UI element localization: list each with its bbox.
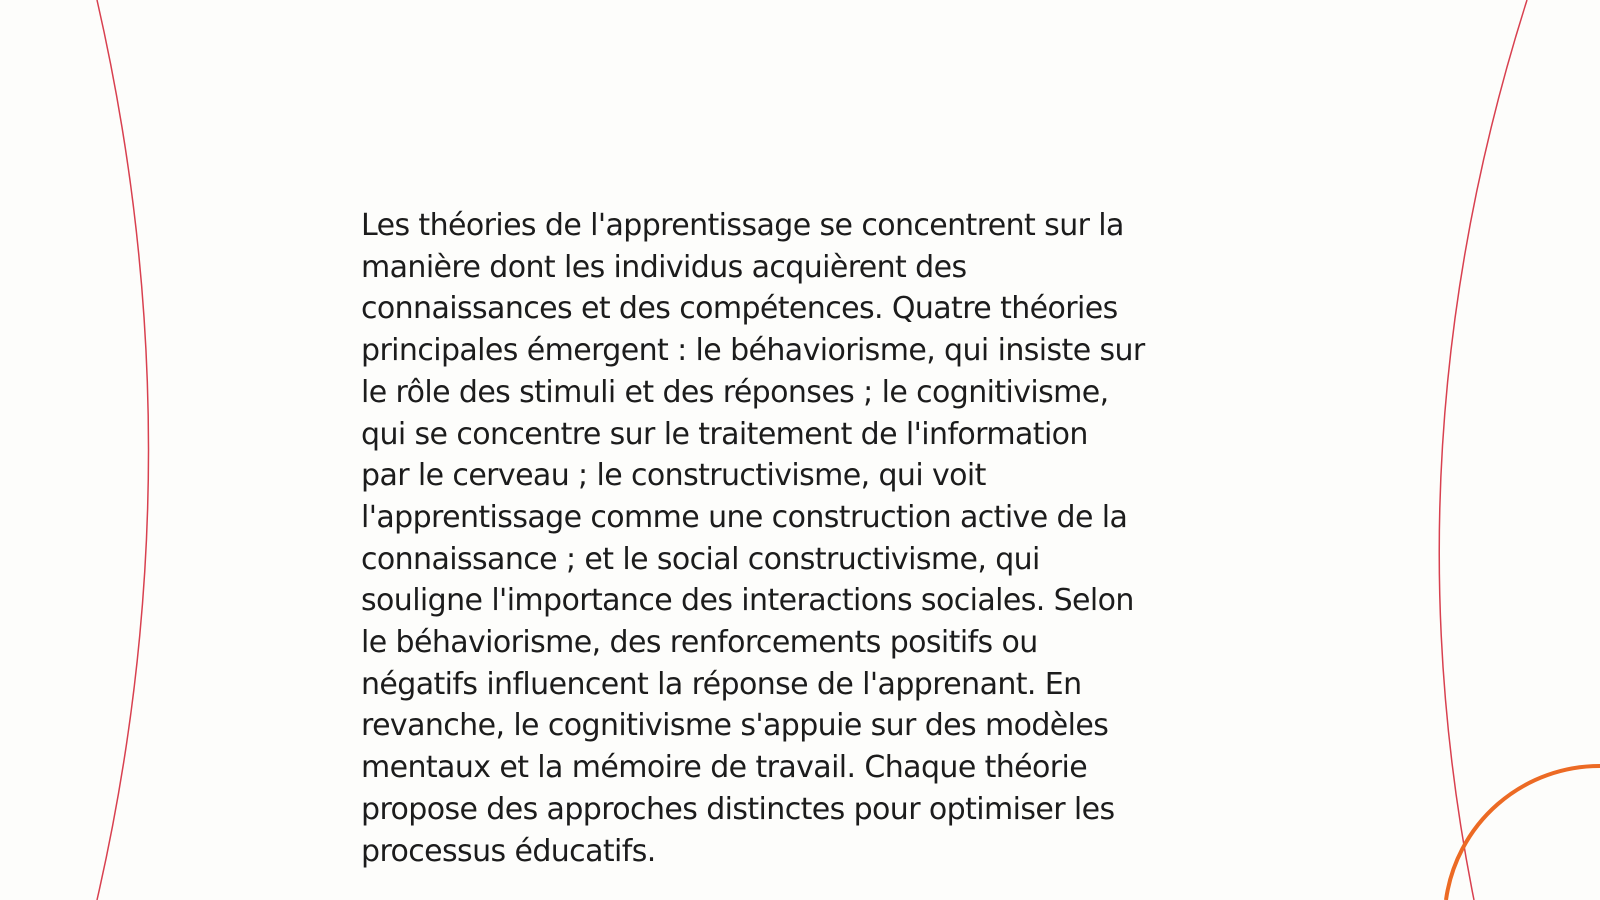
body-line: par le cerveau ; le constructivisme, qui voit [361, 458, 986, 494]
body-line: le rôle des stimuli et des réponses ; le cognitivisme, [361, 374, 1109, 410]
body-paragraph [361, 205, 1261, 872]
body-line: négatifs influencent la réponse de l'apprenant. En [361, 666, 1082, 702]
body-line: le béhaviorisme, des renforcements positifs ou [361, 625, 1038, 661]
body-line: processus éducatifs. [361, 833, 656, 869]
body-line: revanche, le cognitivisme s'appuie sur des modèles [361, 708, 1109, 744]
body-line: l'apprentissage comme une construction active de la [361, 499, 1128, 535]
left-arc [97, 0, 149, 900]
body-line: manière dont les individus acquièrent des [361, 249, 967, 285]
body-line: qui se concentre sur le traitement de l'information [361, 416, 1088, 452]
body-line: Les théories de l'apprentissage se concentrent sur la [361, 208, 1124, 243]
body-line: souligne l'importance des interactions sociales. Selon [361, 583, 1134, 619]
body-line: principales émergent : le béhaviorisme, qui insiste sur [361, 333, 1145, 369]
body-line: connaissance ; et le social constructivisme, qui [361, 541, 1040, 577]
body-line: mentaux et la mémoire de travail. Chaque théorie [361, 750, 1088, 786]
body-line: propose des approches distinctes pour optimiser les [361, 791, 1115, 827]
right-arc [1439, 0, 1527, 900]
body-line: connaissances et des compétences. Quatre théories [361, 291, 1118, 327]
orange-circle-arc [1446, 766, 1600, 900]
